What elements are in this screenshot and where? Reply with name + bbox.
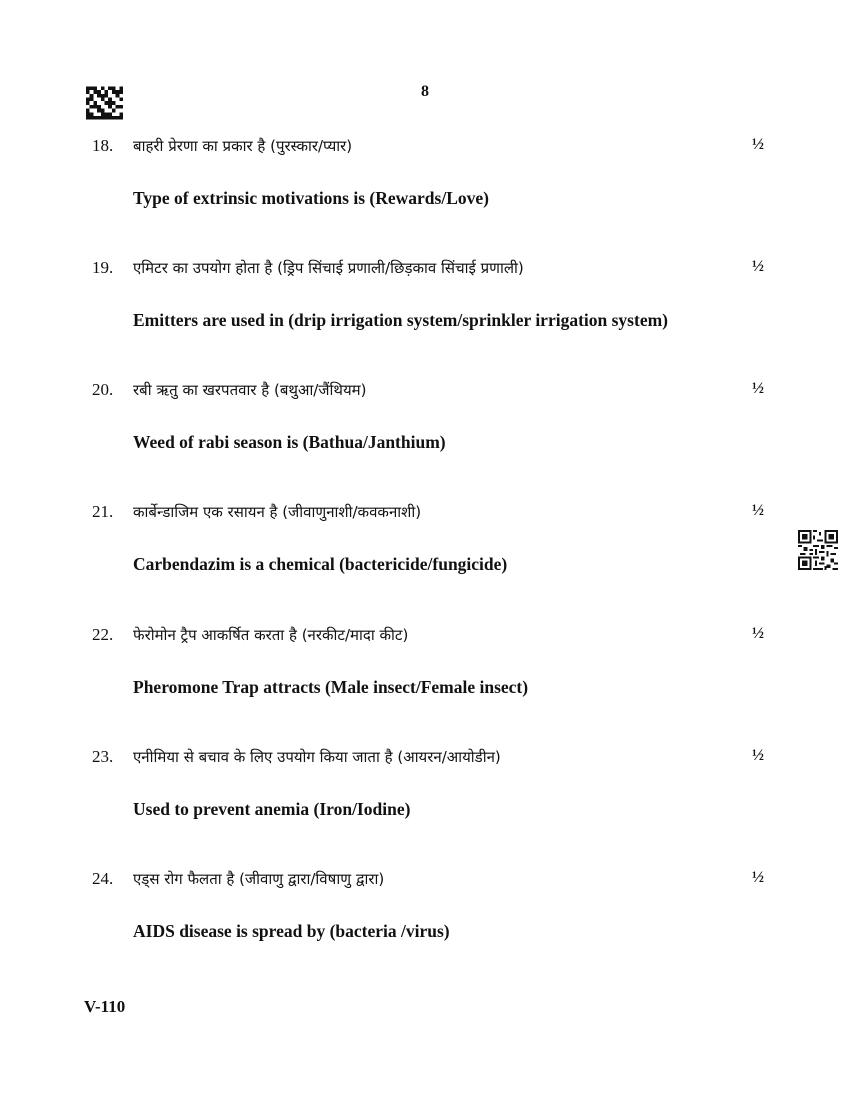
page-number: 8	[421, 83, 429, 100]
question-number: 18.	[92, 136, 114, 155]
question-number: 24.	[92, 869, 114, 888]
question-number: 19.	[92, 258, 114, 277]
question-number: 20.	[92, 380, 114, 399]
question-marks: ½	[752, 136, 764, 153]
question-20	[0, 380, 850, 490]
question-english: Emitters are used in (drip irrigation system/sprinkler irrigation system)	[133, 310, 668, 330]
question-english: Carbendazim is a chemical (bactericide/fungicide)	[133, 554, 508, 574]
question-english: Type of extrinsic motivations is (Rewards/Love)	[133, 188, 489, 208]
question-marks: ½	[752, 258, 764, 275]
question-english: AIDS disease is spread by (bacteria /virus)	[133, 921, 450, 941]
question-hindi: कार्बेन्डाजिम एक रसायन है (जीवाणुनाशी/कवकनाशी)	[133, 503, 422, 521]
question-number: 22.	[92, 625, 114, 644]
question-hindi: एड्स रोग फैलता है (जीवाणु द्वारा/विषाणु द्वारा)	[133, 870, 385, 888]
question-24	[0, 869, 850, 979]
question-marks: ½	[752, 502, 764, 519]
question-english: Used to prevent anemia (Iron/Iodine)	[133, 799, 411, 819]
question-21	[0, 502, 850, 612]
question-19	[0, 258, 850, 368]
paper-code: V-110	[84, 997, 126, 1016]
question-number: 23.	[92, 747, 114, 766]
question-hindi: रबी ऋतु का खरपतवार है (बथुआ/जैंथियम)	[133, 381, 367, 399]
question-marks: ½	[752, 380, 764, 397]
question-english: Weed of rabi season is (Bathua/Janthium)	[133, 432, 446, 452]
question-hindi: एमिटर का उपयोग होता है (ड्रिप सिंचाई प्रणाली/छिड़काव सिंचाई प्रणाली)	[133, 259, 524, 277]
question-marks: ½	[752, 625, 764, 642]
question-hindi: एनीमिया से बचाव के लिए उपयोग किया जाता है (आयरन/आयोडीन)	[133, 748, 501, 766]
question-23	[0, 747, 850, 857]
question-hindi: फेरोमोन ट्रैप आकर्षित करता है (नरकीट/मादा कीट)	[133, 626, 409, 644]
question-22	[0, 625, 850, 735]
question-hindi: बाहरी प्रेरणा का प्रकार है (पुरस्कार/प्यार)	[133, 137, 353, 155]
question-18	[0, 136, 850, 246]
question-english: Pheromone Trap attracts (Male insect/Female insect)	[133, 677, 529, 697]
question-number: 21.	[92, 502, 114, 521]
question-marks: ½	[752, 869, 764, 886]
question-marks: ½	[752, 747, 764, 764]
qr-code-icon	[798, 530, 838, 570]
